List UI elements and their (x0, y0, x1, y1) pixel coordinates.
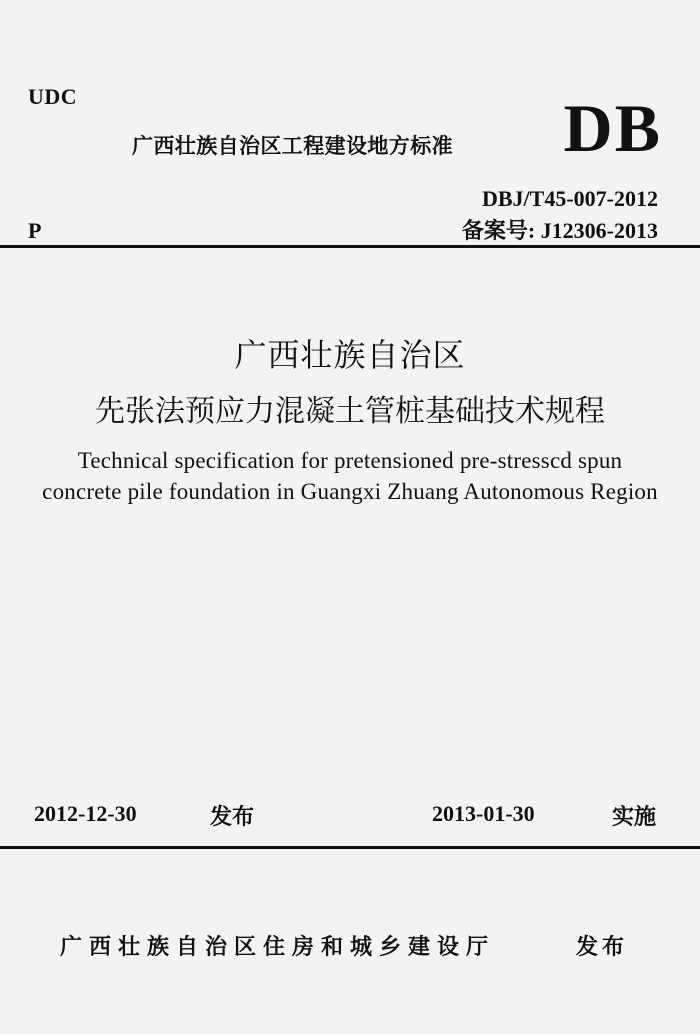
udc-label: UDC (28, 84, 78, 109)
publisher-action-label: 发布 (576, 935, 629, 960)
standard-number: DBJ/T45-007-2012 (482, 186, 658, 211)
effective-date: 2013-01-30 (432, 801, 535, 826)
effective-label: 实施 (612, 805, 657, 830)
chinese-title-line-1: 广西壮族自治区 (234, 336, 466, 374)
bottom-divider (0, 846, 700, 849)
standard-type: 广西壮族自治区工程建设地方标准 (132, 134, 453, 158)
top-divider (0, 245, 700, 248)
classification-code: P (28, 218, 42, 243)
issue-date: 2012-12-30 (34, 801, 137, 826)
record-number: 备案号: J12306-2013 (461, 218, 658, 243)
issue-label: 发布 (210, 805, 255, 830)
publisher-name: 广西壮族自治区住房和城乡建设厅 (60, 935, 496, 960)
chinese-title-line-2: 先张法预应力混凝土管桩基础技术规程 (95, 394, 605, 429)
english-title-line-1: Technical specification for pretensioned pre-stresscd spun (77, 448, 623, 473)
english-title-line-2: concrete pile foundation in Guangxi Zhuang Autonomous Region (42, 479, 658, 504)
db-logo: DB (563, 90, 662, 166)
